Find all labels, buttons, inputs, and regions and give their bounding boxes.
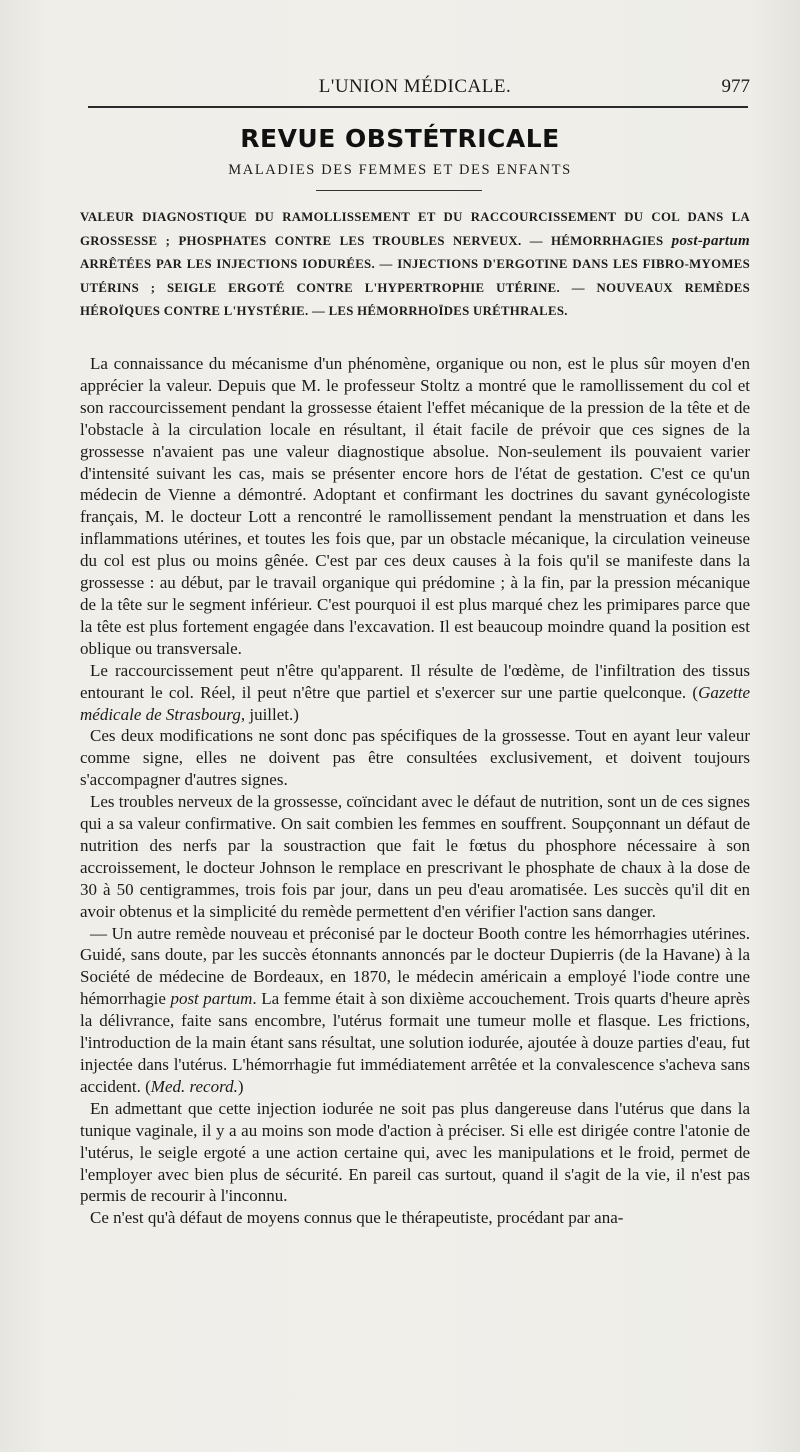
section-subtitle: MALADIES DES FEMMES ET DES ENFANTS: [228, 162, 572, 178]
article-body: [80, 353, 750, 1229]
paragraph-2-end: , juillet.): [240, 704, 299, 724]
section-summary: [80, 206, 750, 324]
section-title: REVUE OBSTÉTRICALE: [240, 124, 560, 153]
summary-text-part1: VALEUR DIAGNOSTIQUE DU RAMOLLISSEMENT ET DU RACCOURCISSEMENT DU COL DANS LA GROSSESSE ; PHOSPHATES CONTRE LES TROUBLES NERVEUX. — HÉMORRHAGIES: [80, 210, 750, 248]
header-rule: [88, 106, 748, 108]
paragraph-5-text2: . La femme était à son dixième accouchement. Trois quarts d'heure après la délivrance, faite sans encombre, l'utérus formait une tumeur molle et flasque. Les frictions, l'introduction de la main étant sans résultat, une solution iodurée, ajoutée à douze parties d'eau, fut injectée dans l'utérus. L'hémorrhagie fut immédiatement arrêtée et la convalescence s'acheva sans accident. (: [80, 989, 750, 1096]
paragraph-5-source: Med. record.: [150, 1076, 238, 1096]
paragraph-2: [80, 660, 750, 726]
subtitle-rule: [316, 190, 482, 191]
paragraph-2-text: Le raccourcissement peut n'être qu'apparent. Il résulte de l'œdème, de l'infiltration des tissus entourant le col. Réel, il peut n'être que partiel et s'exercer sur une partie quelconque. (: [80, 660, 750, 702]
paragraph-5-end: ): [237, 1076, 244, 1096]
summary-italic-term: post-partum: [671, 232, 750, 249]
page-number: 977: [721, 76, 750, 97]
paragraph-5: [80, 923, 750, 1098]
paragraph-1: La connaissance du mécanisme d'un phénomène, organique ou non, est le plus sûr moyen d'en apprécier la valeur. Depuis que M. le professeur Stoltz a montré que le ramollissement du col et son raccourcissement pendant la grossesse étaient l'effet mécanique de la pression de la tête et de l'obstacle à la circulation locale en résultant, il était facile de prévoir que ces signes de la grossesse n'avaient pas une valeur diagnostique absolue. Non-seulement ils pouvaient varier d'intensité suivant les cas, mais se présenter encore hors de l'état de gestation. C'est ce qu'un médecin de Vienne a démontré. Adoptant et confirmant les doctrines du savant gynécologiste français, M. le docteur Lott a rencontré le ramollissement pendant la menstruation et dans les inflammations utérines, et toutes les fois que, par un obstacle mécanique, la circulation veineuse du col est plus ou moins gênée. C'est par ces deux causes à la fois qu'il se manifeste dans la grossesse : au début, par le travail organique qui prédomine ; à la fin, par la pression mécanique de la tête sur le segment inférieur. C'est pourquoi il est plus marqué chez les primipares parce que la tête est plus fortement engagée dans l'excavation. Il est beaucoup moindre quand la position est oblique ou transversale.: [80, 354, 750, 658]
summary-text-part2: ARRÊTÉES PAR LES INJECTIONS IODURÉES. — INJECTIONS D'ERGOTINE DANS LES FIBRO-MYOMES UTÉRINS ; SEIGLE ERGOTÉ CONTRE L'HYPERTROPHIE UTÉRINE. — NOUVEAUX REMÈDES HÉROÏQUES CONTRE L'HYSTÉRIE. — LES HÉMORRHOÏDES URÉTHRALES.: [80, 257, 750, 318]
paragraph-2-source: Gazette médicale de Strasbourg: [80, 682, 750, 724]
paragraph-4: Les troubles nerveux de la grossesse, coïncidant avec le défaut de nutrition, sont un de ces signes qui a sa valeur confirmative. On sait combien les femmes en souffrent. Soupçonnant un défaut de nutrition des nerfs par la soustraction que fait le fœtus du phosphore nécessaire à son accroissement, le docteur Johnson le remplace en prescrivant le phosphate de chaux à la dose de 30 à 50 centigrammes, trois fois par jour, dans un peu d'eau aromatisée. Les succès qu'il dit en avoir obtenus et la simplicité du remède permettent d'en vérifier l'action sans danger.: [80, 792, 750, 921]
paragraph-3: Ces deux modifications ne sont donc pas spécifiques de la grossesse. Tout en ayant leur valeur comme signe, elles ne doivent pas être consultées exclusivement, et doivent toujours s'accompagner d'autres signes.: [80, 726, 750, 790]
running-head: [80, 74, 750, 104]
paragraph-7: Ce n'est qu'à défaut de moyens connus que le thérapeutiste, procédant par ana-: [90, 1208, 624, 1228]
paragraph-5-text: — Un autre remède nouveau et préconisé par le docteur Booth contre les hémorrhagies utérines. Guidé, sans doute, par les succès étonnants annoncés par le docteur Dupierris (de la Havane) à la Société de médecine de Bordeaux, en 1870, le médecin américain a employé l'iode contre une hémorrhagie: [80, 923, 750, 1009]
running-title: L'UNION MÉDICALE.: [318, 76, 512, 97]
paragraph-5-italic-term: post partum: [170, 989, 253, 1009]
paragraph-6: En admettant que cette injection iodurée ne soit pas plus dangereuse dans l'utérus que dans la tunique vaginale, il y a au moins son mode d'action à préciser. Si elle est dirigée contre l'atonie de l'utérus, le seigle ergoté a une action certaine qui, avec les manipulations et le froid, permet de l'employer avec bien plus de sécurité. En pareil cas surtout, quand il s'agit de la vie, il n'est pas permis de recourir à l'inconnu.: [80, 1098, 750, 1206]
